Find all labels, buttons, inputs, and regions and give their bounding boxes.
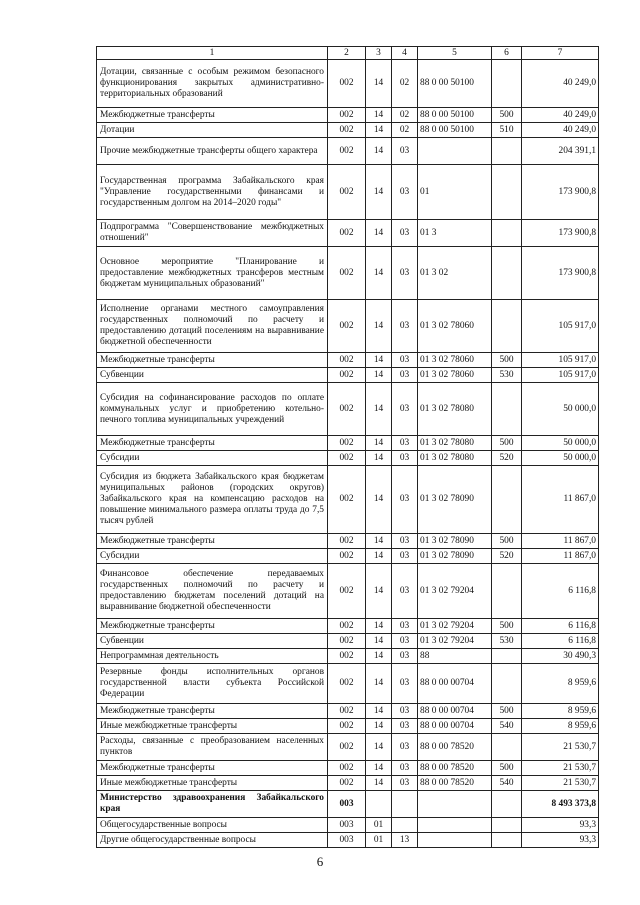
cell-ministry-code: 002 xyxy=(328,368,366,383)
cell-expense-type xyxy=(492,300,522,353)
cell-expense-type xyxy=(492,818,522,833)
cell-target-article: 88 0 00 50100 xyxy=(418,108,492,123)
col-header-subsection: 4 xyxy=(392,47,418,60)
cell-name: Субвенции xyxy=(97,634,328,649)
cell-section: 14 xyxy=(366,353,392,368)
cell-section: 14 xyxy=(366,436,392,451)
cell-target-article: 88 0 00 78520 xyxy=(418,734,492,761)
cell-amount: 8 959,6 xyxy=(522,704,599,719)
cell-section: 14 xyxy=(366,383,392,436)
table-row xyxy=(97,564,599,619)
cell-name: Межбюджетные трансферты xyxy=(97,436,328,451)
cell-target-article: 01 3 xyxy=(418,220,492,247)
cell-section: 14 xyxy=(366,247,392,300)
cell-target-article: 88 0 00 00704 xyxy=(418,704,492,719)
cell-amount: 50 000,0 xyxy=(522,451,599,466)
cell-ministry-code: 002 xyxy=(328,776,366,791)
cell-subsection: 03 xyxy=(392,247,418,300)
cell-target-article: 01 3 02 xyxy=(418,247,492,300)
cell-target-article: 88 0 00 78520 xyxy=(418,761,492,776)
cell-expense-type: 500 xyxy=(492,108,522,123)
cell-amount: 11 867,0 xyxy=(522,466,599,534)
cell-expense-type xyxy=(492,649,522,664)
cell-ministry-code: 002 xyxy=(328,761,366,776)
cell-name: Межбюджетные трансферты xyxy=(97,619,328,634)
cell-amount: 173 900,8 xyxy=(522,165,599,220)
cell-section: 14 xyxy=(366,761,392,776)
cell-target-article: 01 3 02 78090 xyxy=(418,466,492,534)
table-row xyxy=(97,833,599,848)
table-row xyxy=(97,761,599,776)
table-row xyxy=(97,165,599,220)
cell-amount: 21 530,7 xyxy=(522,734,599,761)
cell-name: Субсидии xyxy=(97,549,328,564)
cell-amount: 50 000,0 xyxy=(522,436,599,451)
cell-ministry-code: 002 xyxy=(328,108,366,123)
cell-target-article xyxy=(418,138,492,165)
cell-expense-type: 540 xyxy=(492,719,522,734)
cell-target-article xyxy=(418,791,492,818)
cell-target-article: 01 3 02 79204 xyxy=(418,564,492,619)
cell-ministry-code: 002 xyxy=(328,719,366,734)
cell-expense-type: 540 xyxy=(492,776,522,791)
col-header-amount: 7 xyxy=(522,47,599,60)
cell-subsection: 02 xyxy=(392,123,418,138)
cell-name: Иные межбюджетные трансферты xyxy=(97,776,328,791)
cell-subsection: 03 xyxy=(392,734,418,761)
table-row xyxy=(97,649,599,664)
cell-name: Непрограммная деятельность xyxy=(97,649,328,664)
table-row xyxy=(97,818,599,833)
cell-target-article: 01 3 02 78080 xyxy=(418,383,492,436)
cell-target-article: 01 3 02 79204 xyxy=(418,634,492,649)
cell-section: 14 xyxy=(366,220,392,247)
cell-subsection: 03 xyxy=(392,719,418,734)
cell-ministry-code: 002 xyxy=(328,353,366,368)
cell-name: Межбюджетные трансферты xyxy=(97,761,328,776)
cell-amount: 11 867,0 xyxy=(522,534,599,549)
cell-name: Подпрограмма "Совершенствование межбюджетных отношений" xyxy=(97,220,328,247)
cell-target-article: 88 0 00 50100 xyxy=(418,123,492,138)
table-row xyxy=(97,436,599,451)
table-row xyxy=(97,776,599,791)
cell-target-article: 88 0 00 50100 xyxy=(418,60,492,108)
cell-target-article: 01 3 02 78090 xyxy=(418,534,492,549)
cell-amount: 93,3 xyxy=(522,818,599,833)
cell-expense-type: 500 xyxy=(492,534,522,549)
cell-ministry-code: 002 xyxy=(328,451,366,466)
cell-subsection: 13 xyxy=(392,833,418,848)
cell-expense-type: 510 xyxy=(492,123,522,138)
cell-target-article: 88 0 00 00704 xyxy=(418,719,492,734)
cell-target-article: 01 3 02 78090 xyxy=(418,549,492,564)
cell-expense-type xyxy=(492,60,522,108)
cell-expense-type: 520 xyxy=(492,451,522,466)
cell-subsection: 03 xyxy=(392,436,418,451)
header-row xyxy=(97,47,599,60)
cell-amount: 50 000,0 xyxy=(522,383,599,436)
cell-expense-type xyxy=(492,734,522,761)
cell-expense-type xyxy=(492,165,522,220)
cell-name: Дотации xyxy=(97,123,328,138)
cell-ministry-code: 002 xyxy=(328,123,366,138)
col-header-name: 1 xyxy=(97,47,328,60)
cell-target-article: 88 0 00 00704 xyxy=(418,664,492,704)
cell-amount: 105 917,0 xyxy=(522,300,599,353)
cell-name: Исполнение органами местного самоуправления государственных полномочий по расчету и предоставлению дотаций поселениям на выравнивание бюджетной обеспеченности xyxy=(97,300,328,353)
cell-ministry-code: 002 xyxy=(328,704,366,719)
cell-amount: 11 867,0 xyxy=(522,549,599,564)
table-row xyxy=(97,734,599,761)
cell-expense-type: 500 xyxy=(492,704,522,719)
table-row xyxy=(97,60,599,108)
col-header-expense-type: 6 xyxy=(492,47,522,60)
cell-amount: 21 530,7 xyxy=(522,776,599,791)
cell-section: 14 xyxy=(366,649,392,664)
cell-section: 14 xyxy=(366,734,392,761)
cell-target-article: 01 3 02 79204 xyxy=(418,619,492,634)
cell-target-article: 01 3 02 78060 xyxy=(418,353,492,368)
cell-ministry-code: 002 xyxy=(328,383,366,436)
table-row xyxy=(97,300,599,353)
page-number: 6 xyxy=(316,854,324,869)
cell-name: Основное мероприятие "Планирование и предоставление межбюджетных трансферов местным бюджетам муниципальных образований" xyxy=(97,247,328,300)
col-header-target-article: 5 xyxy=(418,47,492,60)
cell-section: 14 xyxy=(366,549,392,564)
cell-section: 14 xyxy=(366,719,392,734)
cell-ministry-code: 002 xyxy=(328,436,366,451)
cell-name: Расходы, связанные с преобразованием населенных пунктов xyxy=(97,734,328,761)
cell-subsection: 03 xyxy=(392,534,418,549)
table-row xyxy=(97,466,599,534)
cell-subsection xyxy=(392,818,418,833)
cell-target-article xyxy=(418,833,492,848)
cell-section: 14 xyxy=(366,165,392,220)
cell-name: Прочие межбюджетные трансферты общего характера xyxy=(97,138,328,165)
cell-ministry-code: 002 xyxy=(328,466,366,534)
table-row xyxy=(97,247,599,300)
cell-name: Межбюджетные трансферты xyxy=(97,353,328,368)
cell-section: 14 xyxy=(366,368,392,383)
cell-ministry-code: 002 xyxy=(328,734,366,761)
cell-amount: 93,3 xyxy=(522,833,599,848)
cell-ministry-code: 002 xyxy=(328,60,366,108)
cell-target-article xyxy=(418,818,492,833)
cell-subsection: 03 xyxy=(392,619,418,634)
cell-expense-type: 500 xyxy=(492,353,522,368)
cell-expense-type xyxy=(492,791,522,818)
cell-section: 14 xyxy=(366,300,392,353)
cell-amount: 204 391,1 xyxy=(522,138,599,165)
cell-target-article: 01 3 02 78060 xyxy=(418,368,492,383)
cell-name: Резервные фонды исполнительных органов государственной власти субъекта Российской Федерации xyxy=(97,664,328,704)
table-row xyxy=(97,138,599,165)
cell-expense-type: 530 xyxy=(492,368,522,383)
col-header-ministry: 2 xyxy=(328,47,366,60)
cell-subsection: 03 xyxy=(392,300,418,353)
cell-amount: 6 116,8 xyxy=(522,564,599,619)
cell-name: Дотации, связанные с особым режимом безопасного функционирования закрытых административно-территориальных образований xyxy=(97,60,328,108)
cell-expense-type: 500 xyxy=(492,436,522,451)
cell-expense-type: 520 xyxy=(492,549,522,564)
cell-section: 14 xyxy=(366,534,392,549)
cell-ministry-code: 002 xyxy=(328,634,366,649)
cell-subsection: 03 xyxy=(392,451,418,466)
cell-amount: 105 917,0 xyxy=(522,368,599,383)
cell-expense-type xyxy=(492,833,522,848)
cell-subsection: 03 xyxy=(392,165,418,220)
cell-expense-type: 500 xyxy=(492,761,522,776)
cell-target-article: 01 3 02 78060 xyxy=(418,300,492,353)
cell-section: 14 xyxy=(366,704,392,719)
cell-subsection: 03 xyxy=(392,466,418,534)
cell-subsection: 02 xyxy=(392,108,418,123)
cell-subsection: 03 xyxy=(392,634,418,649)
cell-subsection: 03 xyxy=(392,220,418,247)
cell-name: Другие общегосударственные вопросы xyxy=(97,833,328,848)
cell-ministry-code: 002 xyxy=(328,534,366,549)
cell-expense-type: 500 xyxy=(492,619,522,634)
cell-amount: 173 900,8 xyxy=(522,220,599,247)
table-row xyxy=(97,108,599,123)
cell-section: 14 xyxy=(366,776,392,791)
cell-amount: 6 116,8 xyxy=(522,634,599,649)
cell-subsection: 03 xyxy=(392,649,418,664)
cell-amount: 40 249,0 xyxy=(522,60,599,108)
cell-section: 01 xyxy=(366,818,392,833)
cell-section xyxy=(366,791,392,818)
cell-subsection: 03 xyxy=(392,353,418,368)
table-row xyxy=(97,368,599,383)
table-row xyxy=(97,123,599,138)
cell-amount: 40 249,0 xyxy=(522,123,599,138)
budget-table xyxy=(96,46,599,848)
cell-target-article: 88 0 00 78520 xyxy=(418,776,492,791)
cell-amount: 8 959,6 xyxy=(522,664,599,704)
cell-expense-type xyxy=(492,247,522,300)
cell-name: Субсидии xyxy=(97,451,328,466)
cell-amount: 8 493 373,8 xyxy=(522,791,599,818)
cell-section: 14 xyxy=(366,60,392,108)
cell-amount: 30 490,3 xyxy=(522,649,599,664)
cell-ministry-code: 002 xyxy=(328,619,366,634)
cell-target-article: 01 3 02 78080 xyxy=(418,436,492,451)
cell-target-article: 01 xyxy=(418,165,492,220)
cell-amount: 8 959,6 xyxy=(522,719,599,734)
cell-subsection: 03 xyxy=(392,761,418,776)
table-row xyxy=(97,383,599,436)
cell-name: Государственная программа Забайкальского края "Управление государственными финансами и государственным долгом на 2014–2020 годы" xyxy=(97,165,328,220)
cell-name: Финансовое обеспечение передаваемых государственных полномочий по расчету и предоставлению бюджетам поселений дотаций на выравнивание бюджетной обеспеченности xyxy=(97,564,328,619)
cell-ministry-code: 002 xyxy=(328,549,366,564)
table-row xyxy=(97,719,599,734)
table-body xyxy=(97,60,599,848)
cell-section: 14 xyxy=(366,108,392,123)
cell-ministry-code: 002 xyxy=(328,247,366,300)
cell-ministry-code: 002 xyxy=(328,564,366,619)
cell-subsection: 03 xyxy=(392,383,418,436)
cell-section: 14 xyxy=(366,138,392,165)
cell-amount: 21 530,7 xyxy=(522,761,599,776)
table-row xyxy=(97,619,599,634)
cell-name: Межбюджетные трансферты xyxy=(97,108,328,123)
cell-name: Министерство здравоохранения Забайкальского края xyxy=(97,791,328,818)
cell-section: 14 xyxy=(366,466,392,534)
cell-amount: 40 249,0 xyxy=(522,108,599,123)
cell-expense-type xyxy=(492,664,522,704)
cell-target-article: 88 xyxy=(418,649,492,664)
cell-subsection: 02 xyxy=(392,60,418,108)
table-row xyxy=(97,664,599,704)
cell-section: 14 xyxy=(366,664,392,704)
table-row xyxy=(97,220,599,247)
cell-expense-type xyxy=(492,564,522,619)
cell-subsection: 03 xyxy=(392,549,418,564)
cell-section: 14 xyxy=(366,123,392,138)
cell-subsection: 03 xyxy=(392,664,418,704)
cell-subsection xyxy=(392,791,418,818)
table-row xyxy=(97,534,599,549)
cell-ministry-code: 003 xyxy=(328,818,366,833)
cell-expense-type: 530 xyxy=(492,634,522,649)
cell-name: Субсидия на софинансирование расходов по оплате коммунальных услуг и приобретению котельно-печного топлива муниципальных учреждений xyxy=(97,383,328,436)
cell-amount: 6 116,8 xyxy=(522,619,599,634)
cell-subsection: 03 xyxy=(392,564,418,619)
table-row xyxy=(97,451,599,466)
cell-ministry-code: 002 xyxy=(328,664,366,704)
cell-ministry-code: 002 xyxy=(328,649,366,664)
cell-subsection: 03 xyxy=(392,704,418,719)
cell-name: Межбюджетные трансферты xyxy=(97,534,328,549)
cell-subsection: 03 xyxy=(392,138,418,165)
cell-name: Субвенции xyxy=(97,368,328,383)
cell-ministry-code: 002 xyxy=(328,165,366,220)
cell-expense-type xyxy=(492,466,522,534)
cell-ministry-code: 003 xyxy=(328,791,366,818)
cell-name: Общегосударственные вопросы xyxy=(97,818,328,833)
cell-name: Межбюджетные трансферты xyxy=(97,704,328,719)
cell-name: Иные межбюджетные трансферты xyxy=(97,719,328,734)
cell-section: 01 xyxy=(366,833,392,848)
table-row xyxy=(97,704,599,719)
cell-ministry-code: 003 xyxy=(328,833,366,848)
cell-section: 14 xyxy=(366,634,392,649)
cell-section: 14 xyxy=(366,564,392,619)
cell-subsection: 03 xyxy=(392,368,418,383)
table-row xyxy=(97,353,599,368)
cell-subsection: 03 xyxy=(392,776,418,791)
cell-amount: 105 917,0 xyxy=(522,353,599,368)
table-row xyxy=(97,791,599,818)
cell-ministry-code: 002 xyxy=(328,300,366,353)
cell-amount: 173 900,8 xyxy=(522,247,599,300)
cell-expense-type xyxy=(492,383,522,436)
cell-section: 14 xyxy=(366,451,392,466)
col-header-section: 3 xyxy=(366,47,392,60)
cell-section: 14 xyxy=(366,619,392,634)
cell-target-article: 01 3 02 78080 xyxy=(418,451,492,466)
cell-name: Субсидия из бюджета Забайкальского края бюджетам муниципальных районов (городских округов) Забайкальского края на компенсацию расходов на повышение минимального размера оплаты труда до 7,5 тысяч рублей xyxy=(97,466,328,534)
table-row xyxy=(97,549,599,564)
table-row xyxy=(97,634,599,649)
cell-expense-type xyxy=(492,138,522,165)
cell-ministry-code: 002 xyxy=(328,138,366,165)
cell-ministry-code: 002 xyxy=(328,220,366,247)
cell-expense-type xyxy=(492,220,522,247)
